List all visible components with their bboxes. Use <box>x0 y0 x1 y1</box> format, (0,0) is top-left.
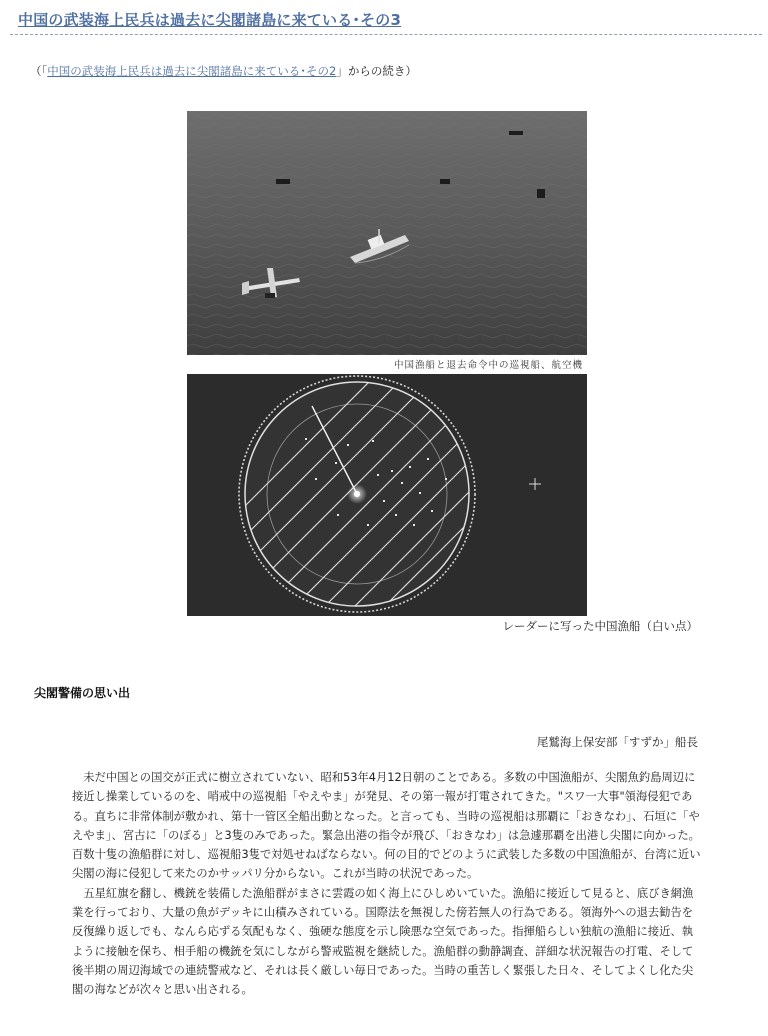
photo-caption: 中国漁船と退去命令中の巡視船、航空機 <box>393 360 583 371</box>
body-paragraph-2: 五星紅旗を翻し、機銃を装備した漁船群がまさに雲霞の如く海上にひしめいていた。漁船に接近して見ると、底びき網漁業を行っており、大量の魚がデッキに山積みされている。国際法を無視した傍若無人の行為である。領海外への退去勧告を反復繰り返しでも、なんら応ずる気配もなく、強硬な態度を示し険悪な空気であった。指揮船らしい独航の漁船に接近、執ように接触を保ち、相手船の機銃を気にしながら警戒監視を継続した。漁船群の動静調査、詳細な状況報告の打電、そして後半期の周辺海域での連続警戒など、それは長く厳しい毎日であった。当時の重苦しく緊張した日々、そしてよくし化た尖閣の海などが次々と思い出される。 <box>72 886 694 997</box>
article-title[interactable]: 中国の武装海上民兵は過去に尖閣諸島に来ている･その3 <box>18 11 402 29</box>
radar-image <box>187 374 587 616</box>
title-divider <box>10 34 762 35</box>
author-signature: 尾鷲海上保安部「すずか」船長 <box>536 735 698 749</box>
aerial-photo-image <box>187 111 587 355</box>
intro-suffix: 」からの続き） <box>336 64 417 78</box>
aerial-photo <box>187 111 587 355</box>
intro-line <box>30 63 417 79</box>
body-paragraph-1: 未だ中国との国交が正式に樹立されていない、昭和53年4月12日朝のことである。多数の中国漁船が、尖閣魚釣島周辺に接近し操業しているのを、哨戒中の巡視船「やえやま」が発見、その第一報が打電されてきた。"スワ一大事"領海侵犯である。直ちに非常体制が敷かれ、第十一管区全船出動となった。と言っても、当時の巡視船は那覇に「おきなわ」、石垣に「やえやま」、宮古に「のぼる」と3隻のみであった。緊急出港の指令が飛び、「おきなわ」は急遽那覇を出港し尖閣に向かった。百数十隻の漁船群に対し、巡視船3隻で対処せねばならない。何の目的でどのように武装した多数の中国漁船が、台湾に近い尖閣の海に侵犯して来たのかサッパリ分からない。これが当時の状況であった。 <box>72 771 701 881</box>
section-heading: 尖閣警備の思い出 <box>34 686 131 700</box>
photo-caption-strip <box>187 355 587 373</box>
intro-prefix: （「 <box>30 64 48 78</box>
radar-screen <box>187 374 587 616</box>
radar-caption: レーダーに写った中国漁船（白い点） <box>502 619 698 633</box>
previous-part-link[interactable]: 中国の武装海上民兵は過去に尖閣諸島に来ている･その2 <box>47 64 337 78</box>
article-body <box>72 768 702 1000</box>
